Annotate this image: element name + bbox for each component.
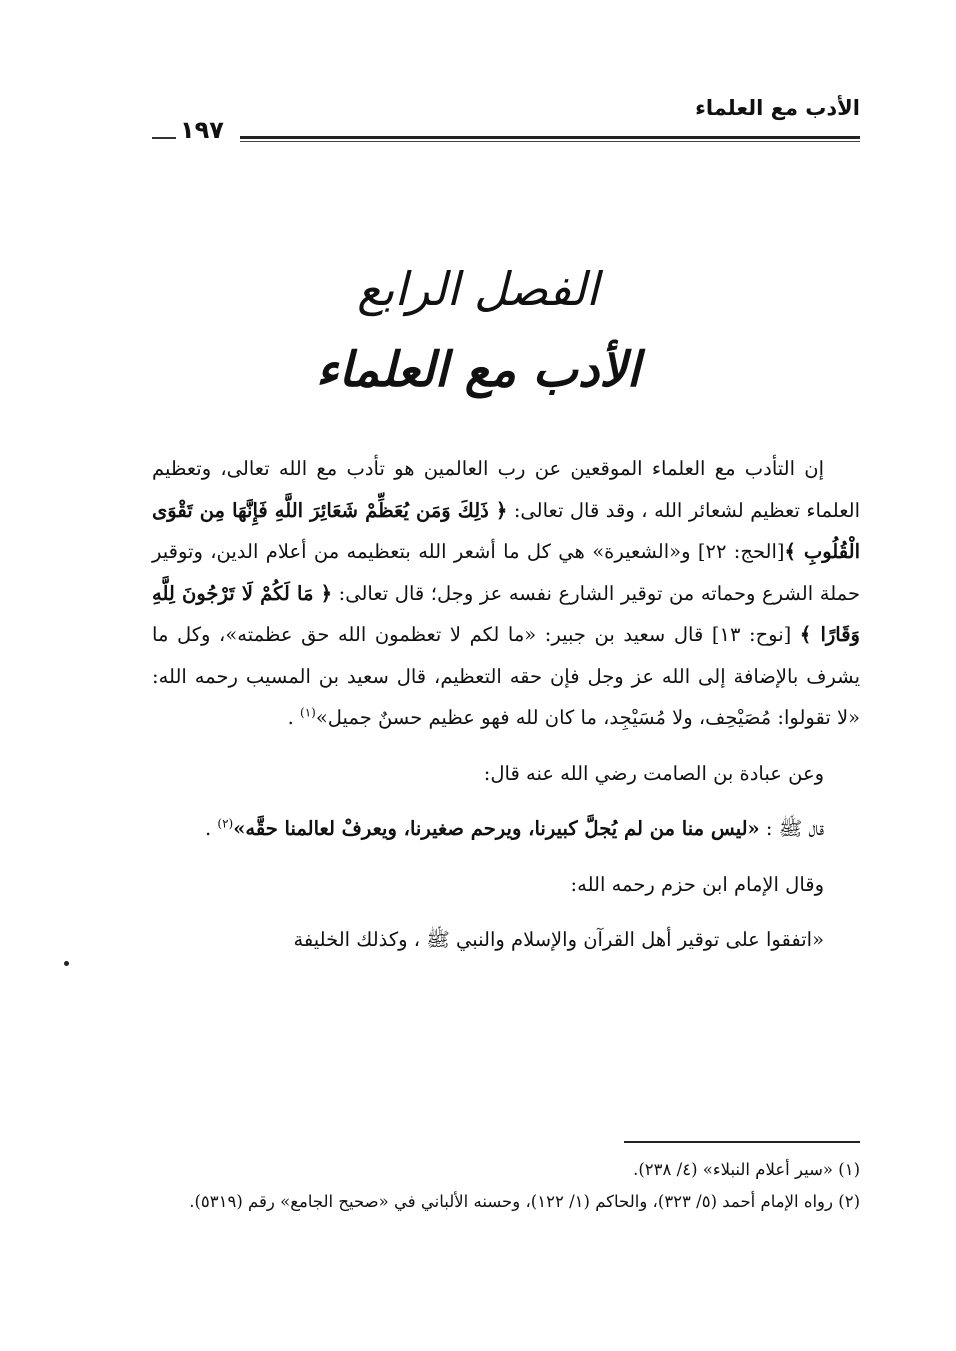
- page-number: ١٩٧: [180, 116, 224, 144]
- paragraph-1: [152, 448, 860, 739]
- paragraph-3: [152, 808, 860, 850]
- page-number-dash: [152, 137, 176, 139]
- p1-text-c: [نوح: ١٣] قال سعيد بن جبير: «ما لكم لا تعظمون الله حق عظمته»، وكل ما يشرف بالإضافة إلى الله عز وجل فإن حقه التعظيم، قال سعيد بن المسيب رحمه الله: «لا تقولوا: مُصَيْحِف، ولا مُسَيْجِد، ما كان لله فهو عظيم حسنٌ جميل»: [152, 623, 860, 729]
- p1-text-a: إن التأدب مع العلماء الموقعين عن رب العالمين هو تأدب مع الله تعالى، وتعظيم العلماء تعظيم لشعائر الله ، وقد قال تعالى:: [152, 457, 860, 522]
- p1-end: .: [287, 706, 301, 729]
- paragraph-5: «اتفقوا على توقير أهل القرآن والإسلام والنبي ﷺ ، وكذلك الخليفة: [293, 928, 824, 951]
- quran-verse-2: ﴿ مَا لَكُمْ لَا تَرْجُونَ لِلَّهِ وَقَارًا ﴾: [152, 581, 860, 646]
- chapter-title: الأدب مع العلماء: [316, 342, 640, 398]
- p3-text-a: قال ﷺ :: [759, 817, 824, 840]
- hadith-text: «ليس منا من لم يُجلَّ كبيرنا، ويرحم صغيرنا، ويعرفْ لعالمنا حقَّه»: [233, 817, 760, 840]
- body-text: [152, 448, 860, 961]
- header-rule-thin: [240, 141, 860, 142]
- scan-speck: [64, 961, 69, 966]
- footnote-rule: [624, 1141, 860, 1143]
- paragraph-2: وعن عبادة بن الصامت رضي الله عنه قال:: [483, 761, 824, 785]
- header-rule: [240, 136, 860, 139]
- footnote-2: (٢) رواه الإمام أحمد (٥/ ٣٢٣)، والحاكم (١/ ١٢٢)، وحسنه الألباني في «صحيح الجامع» رقم (٥٣١٩).: [189, 1192, 860, 1211]
- running-title: الأدب مع العلماء: [695, 96, 860, 120]
- footnotes: [152, 1154, 860, 1218]
- footnote-ref-2: (٢): [217, 816, 234, 831]
- paragraph-4: وقال الإمام ابن حزم رحمه الله:: [570, 872, 824, 896]
- footnote-1: (١) «سير أعلام النبلاء» (٤/ ٢٣٨).: [633, 1160, 860, 1179]
- quran-verse-1: ﴿ ذَلِكَ وَمَن يُعَظِّمْ شَعَائِرَ اللَّهِ فَإِنَّهَا مِن تَقْوَى الْقُلُوبِ ﴾: [152, 498, 860, 563]
- chapter-label: الفصل الرابع: [357, 262, 599, 316]
- p1-text-b: [الحج: ٢٢] و«الشعيرة» هي كل ما أشعر الله بتعظيمه من أعلام الدين، وتوقير حملة الشرع وحماته من توقير الشارع نفسه عز وجل؛ قال تعالى:: [152, 540, 860, 605]
- p3-end: .: [204, 817, 218, 840]
- footnote-ref-1: (١): [300, 705, 316, 720]
